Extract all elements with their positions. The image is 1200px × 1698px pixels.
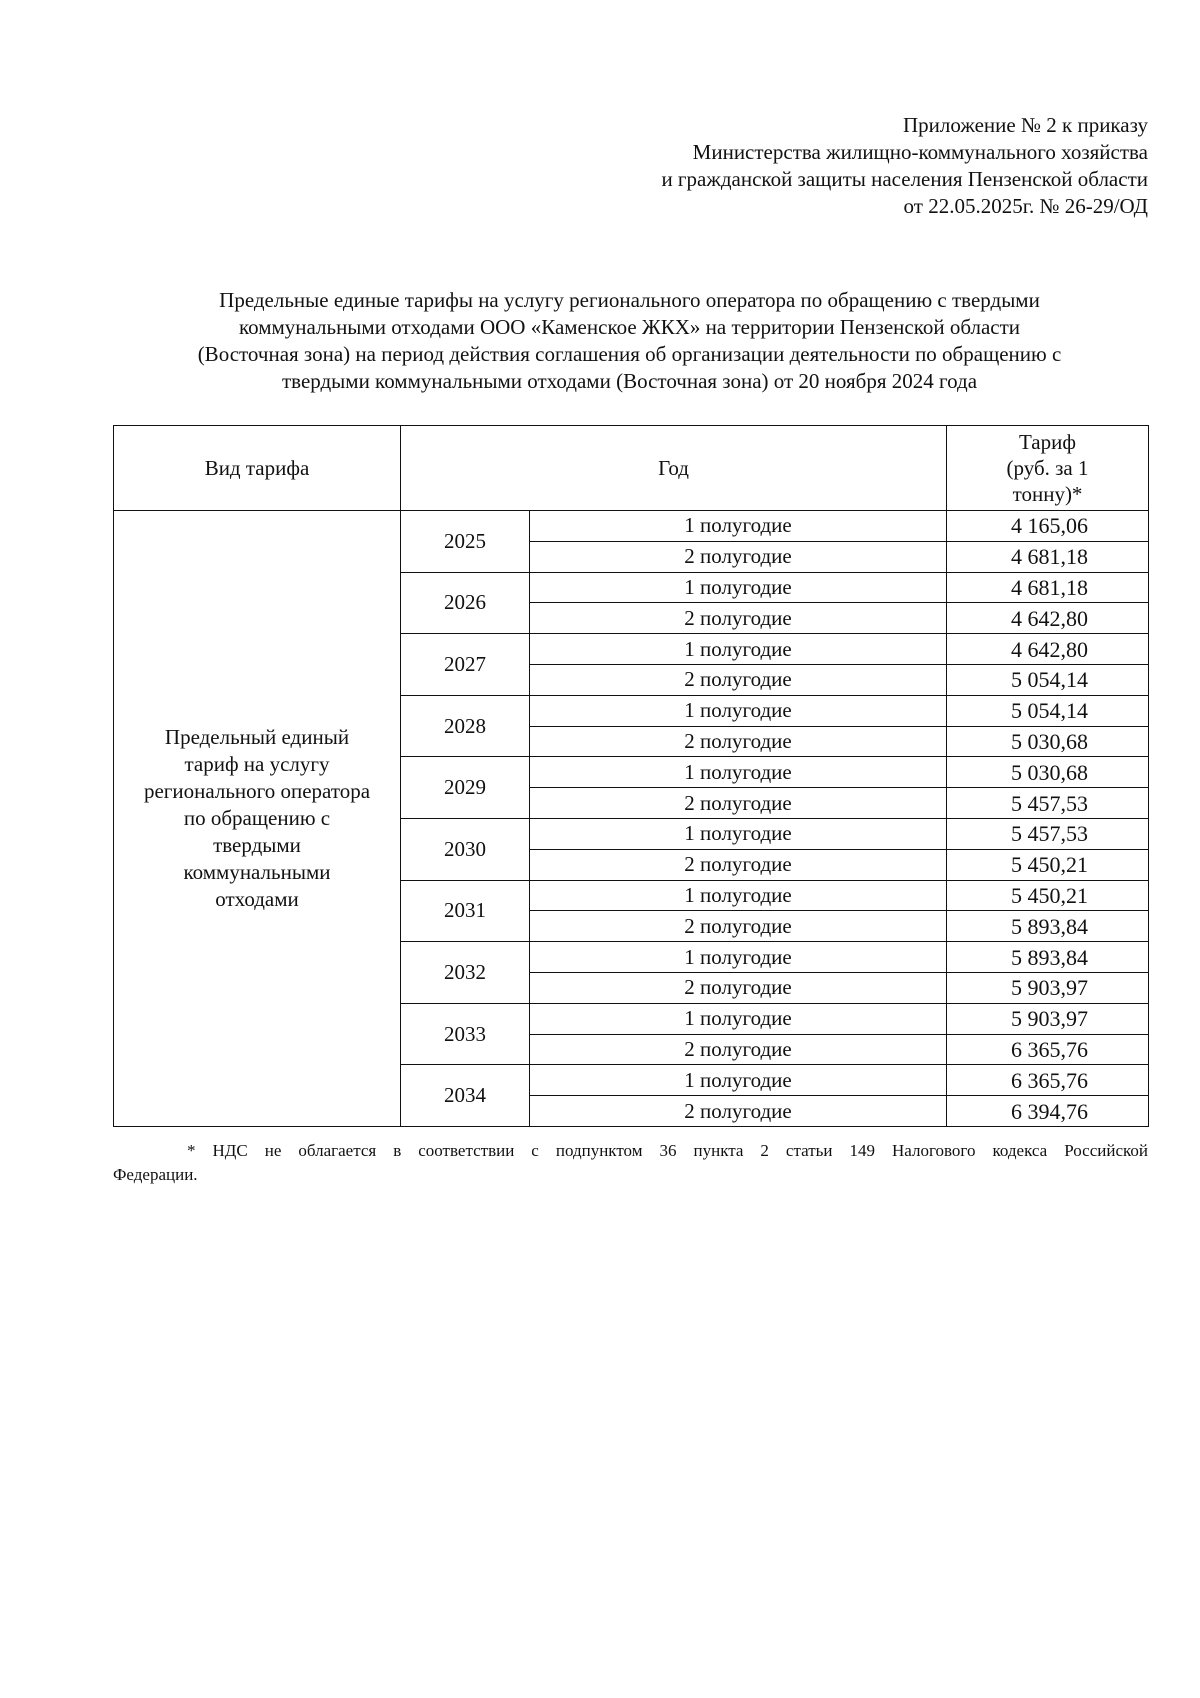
appendix-line: от 22.05.2025г. № 26-29/ОД: [903, 194, 1148, 218]
title-line: твердыми коммунальными отходами (Восточная зона) от 20 ноября 2024 года: [281, 369, 978, 393]
appendix-line: Министерства жилищно-коммунального хозяйства: [692, 140, 1148, 164]
year-cell: 2028: [401, 695, 530, 757]
year-cell: 2025: [401, 511, 530, 573]
header-tariff-line: Тариф: [1019, 430, 1076, 454]
half-year-cell: 2 полугодие: [530, 541, 947, 572]
tariff-kind-cell: [114, 511, 401, 1127]
tariff-value-cell: 5 893,84: [947, 942, 1149, 973]
header-kind: Вид тарифа: [114, 426, 401, 511]
year-cell: 2034: [401, 1065, 530, 1127]
tariff-kind-line: тариф на услугу: [184, 751, 330, 776]
tariff-value-cell: 5 903,97: [947, 1003, 1149, 1034]
half-year-cell: 1 полугодие: [530, 511, 947, 542]
footnote-line: * НДС не облагается в соответствии с подпунктом 36 пункта 2 статьи 149 Налогового кодекса Российской: [187, 1141, 1148, 1160]
half-year-cell: 1 полугодие: [530, 880, 947, 911]
year-cell: 2027: [401, 634, 530, 696]
half-year-cell: 1 полугодие: [530, 942, 947, 973]
tariff-value-cell: 5 903,97: [947, 972, 1149, 1003]
tariff-value-cell: 6 365,76: [947, 1065, 1149, 1096]
year-cell: 2026: [401, 572, 530, 634]
half-year-cell: 2 полугодие: [530, 1096, 947, 1127]
footnote-line: Федерации.: [113, 1165, 198, 1184]
tariff-value-cell: 5 457,53: [947, 788, 1149, 819]
half-year-cell: 2 полугодие: [530, 788, 947, 819]
tariff-value-cell: 5 457,53: [947, 818, 1149, 849]
table-row: [114, 511, 1149, 542]
half-year-cell: 2 полугодие: [530, 911, 947, 942]
document-title: [113, 287, 1146, 395]
header-year: Год: [401, 426, 947, 511]
appendix-header: [661, 112, 1148, 220]
half-year-cell: 2 полугодие: [530, 972, 947, 1003]
tariff-value-cell: 5 054,14: [947, 664, 1149, 695]
half-year-cell: 2 полугодие: [530, 726, 947, 757]
title-line: коммунальными отходами ООО «Каменское ЖКХ» на территории Пензенской области: [238, 315, 1021, 339]
tariff-value-cell: 5 450,21: [947, 849, 1149, 880]
half-year-cell: 1 полугодие: [530, 695, 947, 726]
half-year-cell: 1 полугодие: [530, 818, 947, 849]
tariff-kind-line: твердыми: [213, 832, 301, 857]
half-year-cell: 1 полугодие: [530, 1003, 947, 1034]
tariff-kind-line: коммунальными: [183, 859, 331, 884]
tariff-value-cell: 6 365,76: [947, 1034, 1149, 1065]
half-year-cell: 2 полугодие: [530, 1034, 947, 1065]
tariff-value-cell: 5 030,68: [947, 757, 1149, 788]
year-cell: 2032: [401, 942, 530, 1004]
tariff-kind-line: отходами: [215, 886, 299, 911]
tariff-value-cell: 6 394,76: [947, 1096, 1149, 1127]
tariff-kind-line: регионального оператора: [143, 778, 371, 803]
header-tariff-line: тонну)*: [1012, 482, 1083, 506]
half-year-cell: 1 полугодие: [530, 1065, 947, 1096]
year-cell: 2033: [401, 1003, 530, 1065]
tariff-value-cell: 5 450,21: [947, 880, 1149, 911]
footnote: [113, 1139, 1148, 1187]
title-line: Предельные единые тарифы на услугу регионального оператора по обращению с твердыми: [219, 288, 1040, 312]
tariff-table: [113, 425, 1149, 1127]
tariff-value-cell: 4 681,18: [947, 572, 1149, 603]
tariff-value-cell: 4 681,18: [947, 541, 1149, 572]
tariff-kind-line: по обращению с: [183, 805, 331, 830]
year-cell: 2029: [401, 757, 530, 819]
appendix-line: и гражданской защиты населения Пензенской области: [661, 167, 1148, 191]
tariff-kind-line: Предельный единый: [164, 724, 350, 749]
half-year-cell: 2 полугодие: [530, 849, 947, 880]
tariff-value-cell: 4 165,06: [947, 511, 1149, 542]
half-year-cell: 2 полугодие: [530, 603, 947, 634]
tariff-value-cell: 5 893,84: [947, 911, 1149, 942]
tariff-value-cell: 4 642,80: [947, 603, 1149, 634]
appendix-line: Приложение № 2 к приказу: [903, 113, 1148, 137]
half-year-cell: 1 полугодие: [530, 757, 947, 788]
half-year-cell: 1 полугодие: [530, 634, 947, 665]
header-tariff: [947, 426, 1149, 511]
title-line: (Восточная зона) на период действия соглашения об организации деятельности по обращению с: [197, 342, 1062, 366]
half-year-cell: 1 полугодие: [530, 572, 947, 603]
year-cell: 2031: [401, 880, 530, 942]
half-year-cell: 2 полугодие: [530, 664, 947, 695]
tariff-value-cell: 5 030,68: [947, 726, 1149, 757]
header-tariff-line: (руб. за 1: [1006, 456, 1089, 480]
tariff-value-cell: 4 642,80: [947, 634, 1149, 665]
year-cell: 2030: [401, 818, 530, 880]
table-header-row: [114, 426, 1149, 511]
tariff-value-cell: 5 054,14: [947, 695, 1149, 726]
